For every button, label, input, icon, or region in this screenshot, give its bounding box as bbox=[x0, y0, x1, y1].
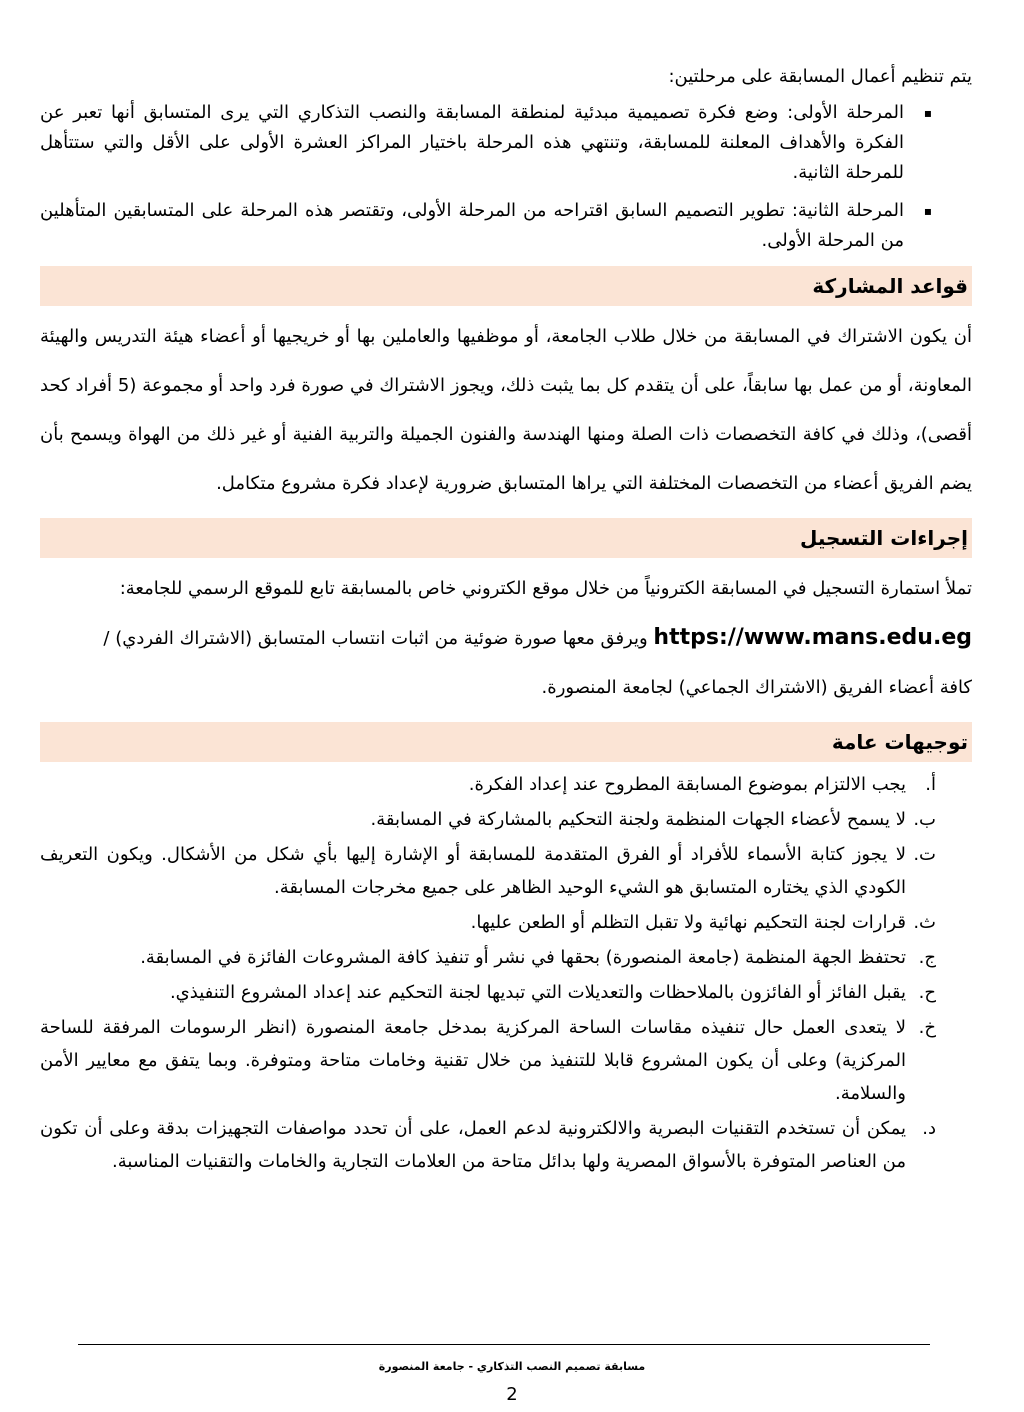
item-marker: خ. bbox=[918, 1017, 936, 1038]
footer-divider bbox=[78, 1344, 930, 1345]
document-body bbox=[40, 62, 972, 1180]
participation-heading: قواعد المشاركة bbox=[40, 266, 972, 306]
item-text: لا يسمح لأعضاء الجهات المنظمة ولجنة التحكيم بالمشاركة في المسابقة. bbox=[370, 809, 906, 830]
university-url-link[interactable]: https://www.mans.edu.eg bbox=[653, 625, 972, 650]
phases-list bbox=[40, 98, 972, 256]
item-marker: ح. bbox=[918, 982, 936, 1003]
intro-text: يتم تنظيم أعمال المسابقة على مرحلتين: bbox=[668, 66, 972, 87]
item-text: قرارات لجنة التحكيم نهائية ولا تقبل التظلم أو الطعن عليها. bbox=[470, 912, 906, 933]
list-item bbox=[40, 976, 972, 1009]
item-marker: ت. bbox=[913, 844, 936, 865]
item-text: لا يجوز كتابة الأسماء للأفراد أو الفرق المتقدمة للمسابقة أو الإشارة إليها بأي شكل من الأشكال. ويكون التعريف الكودي الذي يختاره المتسابق هو الشيء الوحيد الظاهر على جميع مخرجات المسابقة. bbox=[40, 844, 906, 898]
item-text: يقبل الفائز أو الفائزون بالملاحظات والتعديلات التي تبديها لجنة التحكيم عند إعداد المشروع التنفيذي. bbox=[169, 982, 906, 1003]
registration-line-3: كافة أعضاء الفريق (الاشتراك الجماعي) لجامعة المنصورة. bbox=[541, 677, 972, 698]
phase-text: المرحلة الثانية: تطوير التصميم السابق اقتراحه من المرحلة الأولى، وتقتصر هذه المرحلة على المتسابقين المتأهلين من المرحلة الأولى. bbox=[40, 200, 904, 251]
registration-line-2-text: ويرفق معها صورة ضوئية من اثبات انتساب المتسابق (الاشتراك الفردي) / bbox=[103, 628, 654, 649]
square-bullet-icon: ▪ bbox=[923, 204, 932, 218]
item-marker: ث. bbox=[913, 912, 936, 933]
guidelines-list bbox=[40, 768, 972, 1178]
item-marker: أ. bbox=[925, 774, 936, 795]
guidelines-heading: توجيهات عامة bbox=[40, 722, 972, 762]
item-marker: د. bbox=[922, 1118, 936, 1139]
item-text: تحتفظ الجهة المنظمة (جامعة المنصورة) بحقها في نشر أو تنفيذ كافة المشروعات الفائزة في المسابقة. bbox=[140, 947, 906, 968]
list-item bbox=[40, 98, 972, 188]
item-text: لا يتعدى العمل حال تنفيذه مقاسات الساحة المركزية بمدخل جامعة المنصورة (انظر الرسومات المرفقة للساحة المركزية) وعلى أن يكون المشروع قابلا للتنفيذ من خلال تقنية وخامات متاحة ومتوفرة. وبما يتفق مع معايير الأمن والسلامة. bbox=[40, 1017, 906, 1104]
list-item bbox=[40, 1112, 972, 1178]
item-text: يمكن أن تستخدم التقنيات البصرية والالكترونية لدعم العمل، على أن تحدد مواصفات التجهيزات بدقة وعلى أن تكون من العناصر المتوفرة بالأسواق المصرية ولها بدائل متاحة من العلامات التجارية والخامات والتقنيات المناسبة. bbox=[40, 1118, 906, 1172]
registration-line-2 bbox=[40, 613, 972, 663]
registration-section bbox=[40, 564, 972, 712]
participation-text: أن يكون الاشتراك في المسابقة من خلال طلاب الجامعة، أو موظفيها والعاملين بها أو خريجيها أو أعضاء هيئة التدريس والهيئة المعاونة، أو من عمل بها سابقاً، على أن يتقدم كل بما يثبت ذلك، ويجوز الاشتراك في صورة فرد واحد أو مجموعة (5 أفراد كحد أقصى)، وذلك في كافة التخصصات ذات الصلة ومنها الهندسة والفنون الجميلة والتربية الفنية أو غير ذلك من الهواة ويسمح بأن يضم الفريق أعضاء من التخصصات المختلفة التي يراها المتسابق ضرورية لإعداد فكرة مشروع متكامل. bbox=[40, 326, 972, 494]
list-item bbox=[40, 803, 972, 836]
square-bullet-icon: ▪ bbox=[923, 106, 932, 120]
list-item bbox=[40, 1011, 972, 1110]
list-item bbox=[40, 838, 972, 904]
footer-title: مسابقة تصميم النصب التذكاري - جامعة المنصورة bbox=[378, 1360, 646, 1373]
list-item bbox=[40, 906, 972, 939]
registration-line-1: تملأ استمارة التسجيل في المسابقة الكترونياً من خلال موقع الكتروني خاص بالمسابقة تابع للموقع الرسمي للجامعة: bbox=[119, 578, 972, 599]
item-text: يجب الالتزام بموضوع المسابقة المطروح عند إعداد الفكرة. bbox=[468, 774, 906, 795]
registration-heading: إجراءات التسجيل bbox=[40, 518, 972, 558]
list-item bbox=[40, 768, 972, 801]
page-number: 2 bbox=[506, 1384, 518, 1405]
list-item bbox=[40, 196, 972, 256]
list-item bbox=[40, 941, 972, 974]
item-marker: ج. bbox=[918, 947, 936, 968]
item-marker: ب. bbox=[913, 809, 936, 830]
phase-text: المرحلة الأولى: وضع فكرة تصميمية مبدئية لمنطقة المسابقة والنصب التذكاري التي يرى المتسابق أنها تعبر عن الفكرة والأهداف المعلنة للمسابقة، وتنتهي هذه المرحلة باختيار المراكز العشرة الأولى على الأقل والتي ستتأهل للمرحلة الثانية. bbox=[40, 102, 904, 183]
